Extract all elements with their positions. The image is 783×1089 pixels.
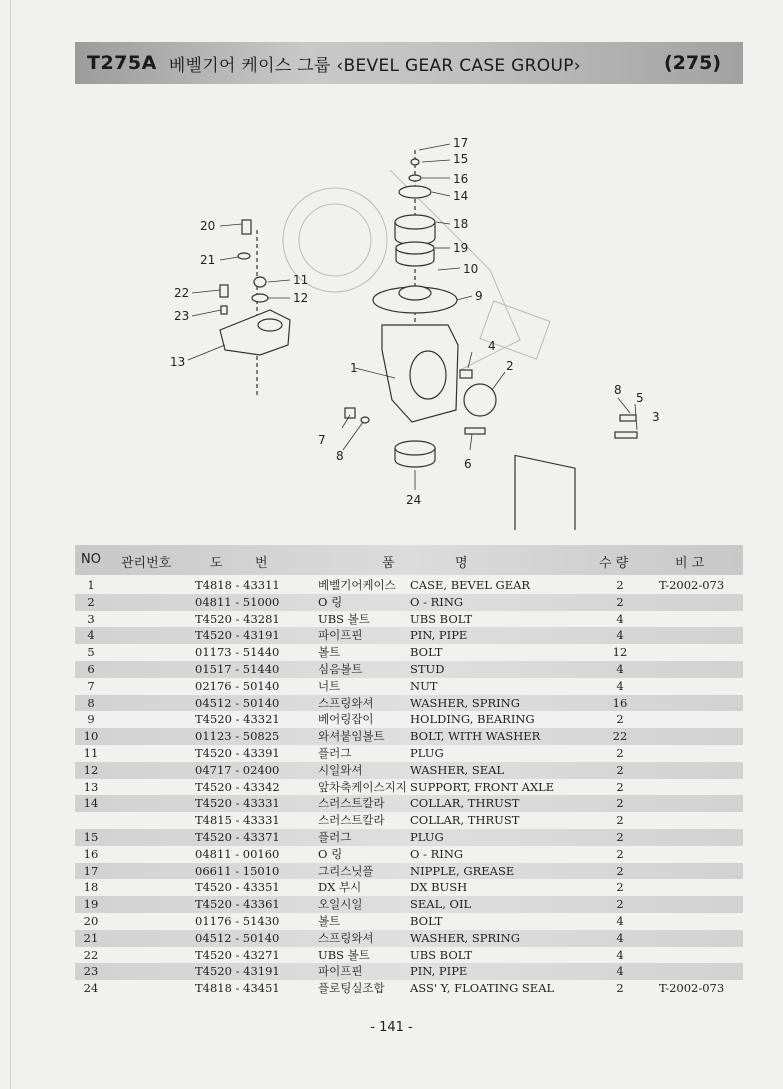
table-row xyxy=(75,812,743,829)
cell-eng: NIPPLE, GREASE xyxy=(410,863,515,878)
cell-rem: T-2002-073 xyxy=(659,578,725,592)
table-row xyxy=(75,846,743,863)
cell-qty: 2 xyxy=(616,863,624,878)
callout-5: 5 xyxy=(636,391,644,405)
table-row xyxy=(75,879,743,896)
page-edge xyxy=(10,0,11,1089)
cell-eng: UBS BOLT xyxy=(410,611,473,626)
col-do: 도 xyxy=(210,556,223,571)
cell-part: 04717 - 02400 xyxy=(195,762,280,777)
cell-eng: BOLT xyxy=(410,913,443,928)
cell-rem: T-2002-073 xyxy=(659,981,725,996)
col-mgmt-no: 관리번호 xyxy=(121,556,172,571)
cell-kor: 스프링와셔 xyxy=(318,695,374,710)
cell-eng: O - RING xyxy=(410,594,464,609)
cell-no: 7 xyxy=(87,678,95,693)
cell-part: T4520 - 43351 xyxy=(195,880,280,895)
cell-kor: 볼트 xyxy=(318,645,341,660)
callout-6: 6 xyxy=(464,457,472,471)
cell-no: 22 xyxy=(83,947,99,962)
col-no: NO xyxy=(81,552,101,567)
cell-no: 24 xyxy=(83,981,99,996)
cell-kor: 파이프핀 xyxy=(318,628,363,643)
cell-kor: 플러그 xyxy=(318,829,352,844)
table-row xyxy=(75,577,743,594)
cell-eng: SEAL, OIL xyxy=(410,897,472,912)
cell-kor: 플러그 xyxy=(318,745,352,760)
table-row xyxy=(75,913,743,930)
cell-no: 21 xyxy=(83,930,99,945)
callout-20: 20 xyxy=(200,219,216,233)
cell-part: T4818 - 43451 xyxy=(195,981,280,996)
table-row xyxy=(75,863,743,880)
cell-kor: O 링 xyxy=(318,594,343,609)
cell-part: 06611 - 15010 xyxy=(195,863,280,878)
section-code: T275A xyxy=(87,52,157,74)
cell-part: T4520 - 43331 xyxy=(195,796,280,811)
callout-8-left: 8 xyxy=(336,449,344,463)
table-row xyxy=(75,779,743,796)
cell-no: 18 xyxy=(83,880,99,895)
callout-3: 3 xyxy=(652,410,660,424)
cell-eng: HOLDING, BEARING xyxy=(410,712,535,727)
cell-eng: COLLAR, THRUST xyxy=(410,813,520,828)
cell-qty: 2 xyxy=(616,745,624,760)
table-row xyxy=(75,980,743,997)
callout-17: 17 xyxy=(453,136,469,150)
table-row xyxy=(75,947,743,964)
cell-no: 1 xyxy=(87,578,95,592)
callout-9: 9 xyxy=(475,289,483,303)
cell-qty: 2 xyxy=(616,897,624,912)
cell-qty: 12 xyxy=(612,645,628,660)
cell-eng: BOLT, WITH WASHER xyxy=(410,729,541,744)
cell-kor: 시일와셔 xyxy=(318,762,363,777)
cell-qty: 2 xyxy=(616,762,624,777)
table-row xyxy=(75,711,743,728)
cell-part: T4520 - 43361 xyxy=(195,897,280,912)
cell-part: T4520 - 43271 xyxy=(195,947,280,962)
cell-part: 04811 - 00160 xyxy=(195,846,280,861)
callout-22: 22 xyxy=(174,286,190,300)
callout-23: 23 xyxy=(174,309,190,323)
cell-eng: PLUG xyxy=(410,745,444,760)
cell-eng: UBS BOLT xyxy=(410,947,473,962)
cell-no: 14 xyxy=(83,796,99,811)
callout-16: 16 xyxy=(453,172,469,186)
cell-kor: 볼트 xyxy=(318,913,341,928)
callout-7: 7 xyxy=(318,433,326,447)
col-pum: 품 xyxy=(382,556,395,571)
cell-qty: 2 xyxy=(616,846,624,861)
callout-10: 10 xyxy=(463,262,479,276)
table-row xyxy=(75,829,743,846)
cell-eng: PIN, PIPE xyxy=(410,964,468,979)
callout-1: 1 xyxy=(350,361,358,375)
cell-kor: 너트 xyxy=(318,678,341,693)
cell-qty: 4 xyxy=(616,628,624,643)
cell-qty: 16 xyxy=(612,695,628,710)
section-title: 베벨기어 케이스 그룹 ‹BEVEL GEAR CASE GROUP› xyxy=(168,55,581,76)
col-qty: 수 량 xyxy=(599,556,629,571)
cell-no: 5 xyxy=(87,645,95,660)
table-row xyxy=(75,896,743,913)
page-header xyxy=(75,42,743,84)
cell-part: 02176 - 50140 xyxy=(195,678,280,693)
cell-kor: 베벨기어케이스 xyxy=(318,578,396,592)
cell-eng: CASE, BEVEL GEAR xyxy=(410,578,531,592)
cell-kor: 오일시일 xyxy=(318,897,363,912)
page-number: - 141 - xyxy=(370,1020,413,1035)
cell-kor: O 링 xyxy=(318,846,343,861)
cell-kor: DX 부시 xyxy=(318,880,362,895)
cell-eng: ASS' Y, FLOATING SEAL xyxy=(410,981,555,996)
cell-no: 15 xyxy=(83,829,99,844)
cell-qty: 2 xyxy=(616,880,624,895)
col-remarks: 비 고 xyxy=(675,556,705,571)
cell-qty: 2 xyxy=(616,594,624,609)
table-row xyxy=(75,930,743,947)
cell-no: 19 xyxy=(83,897,99,912)
cell-part: 04512 - 50140 xyxy=(195,930,280,945)
cell-kor: 앞차축케이스지지 xyxy=(318,779,407,794)
cell-kor: 파이프핀 xyxy=(318,964,363,979)
cell-part: 01517 - 51440 xyxy=(195,661,280,676)
cell-qty: 2 xyxy=(616,981,624,996)
table-row xyxy=(75,695,743,712)
cell-part: 04512 - 50140 xyxy=(195,695,280,710)
cell-kor: 베어링잡이 xyxy=(318,712,374,727)
cell-no: 2 xyxy=(87,594,95,609)
callout-15: 15 xyxy=(453,152,469,166)
section-page-ref: (275) xyxy=(663,52,721,74)
cell-no: 13 xyxy=(83,779,99,794)
callout-12: 12 xyxy=(293,291,309,305)
cell-eng: BOLT xyxy=(410,645,443,660)
cell-part: T4818 - 43311 xyxy=(195,578,280,592)
cell-no: 20 xyxy=(83,913,99,928)
cell-kor: UBS 볼트 xyxy=(318,611,370,626)
cell-part: T4520 - 43391 xyxy=(195,745,280,760)
table-row xyxy=(75,627,743,644)
cell-eng: DX BUSH xyxy=(410,880,468,895)
cell-part: 04811 - 51000 xyxy=(195,594,280,609)
cell-eng: NUT xyxy=(410,678,438,693)
cell-part: T4815 - 43331 xyxy=(195,813,280,828)
callout-13: 13 xyxy=(170,355,186,369)
cell-part: 01176 - 51430 xyxy=(195,913,280,928)
parts-drawing xyxy=(220,150,637,530)
cell-no: 12 xyxy=(83,762,99,777)
cell-no: 8 xyxy=(87,695,95,710)
cell-no: 3 xyxy=(87,611,95,626)
callout-8-right: 8 xyxy=(614,383,622,397)
table-row xyxy=(75,644,743,661)
cell-qty: 2 xyxy=(616,796,624,811)
cell-kor: UBS 볼트 xyxy=(318,947,370,962)
cell-no: 6 xyxy=(87,661,95,676)
cell-kor: 그리스닛플 xyxy=(318,863,374,878)
cell-eng: WASHER, SPRING xyxy=(410,930,520,945)
cell-qty: 4 xyxy=(616,661,624,676)
cell-qty: 4 xyxy=(616,678,624,693)
cell-qty: 22 xyxy=(612,729,628,744)
cell-part: 01123 - 50825 xyxy=(195,729,280,744)
cell-no: 11 xyxy=(83,745,99,760)
cell-eng: WASHER, SEAL xyxy=(410,762,505,777)
cell-qty: 4 xyxy=(616,947,624,962)
exploded-parts-diagram xyxy=(160,110,680,530)
cell-part: T4520 - 43342 xyxy=(195,779,280,794)
table-row xyxy=(75,611,743,628)
table-row xyxy=(75,661,743,678)
cell-qty: 4 xyxy=(616,930,624,945)
cell-eng: SUPPORT, FRONT AXLE xyxy=(410,779,555,794)
callout-14: 14 xyxy=(453,189,469,203)
col-myeong: 명 xyxy=(455,556,468,571)
callout-4: 4 xyxy=(488,339,496,353)
cell-part: T4520 - 43321 xyxy=(195,712,280,727)
table-row xyxy=(75,795,743,812)
cell-no: 4 xyxy=(87,628,95,643)
cell-qty: 2 xyxy=(616,712,624,727)
cell-eng: O - RING xyxy=(410,846,464,861)
table-row xyxy=(75,745,743,762)
table-row xyxy=(75,728,743,745)
cell-eng: PIN, PIPE xyxy=(410,628,468,643)
cell-kor: 스러스트칼라 xyxy=(318,796,385,811)
table-row xyxy=(75,594,743,611)
callout-21: 21 xyxy=(200,253,216,267)
cell-part: 01173 - 51440 xyxy=(195,645,280,660)
cell-qty: 2 xyxy=(616,779,624,794)
cell-part: T4520 - 43371 xyxy=(195,829,280,844)
cell-qty: 2 xyxy=(616,813,624,828)
cell-qty: 4 xyxy=(616,611,624,626)
cell-kor: 스러스트칼라 xyxy=(318,813,385,828)
callout-11: 11 xyxy=(293,273,309,287)
cell-no: 17 xyxy=(83,863,99,878)
cell-part: T4520 - 43191 xyxy=(195,628,280,643)
cell-qty: 4 xyxy=(616,964,624,979)
cell-eng: WASHER, SPRING xyxy=(410,695,520,710)
cell-no: 16 xyxy=(83,846,99,861)
cell-part: T4520 - 43191 xyxy=(195,964,280,979)
cell-qty: 2 xyxy=(616,578,624,592)
cell-qty: 4 xyxy=(616,913,624,928)
callout-18: 18 xyxy=(453,217,469,231)
cell-qty: 2 xyxy=(616,829,624,844)
cell-kor: 와셔붙임볼트 xyxy=(318,729,385,744)
cell-no: 23 xyxy=(83,964,99,979)
callout-19: 19 xyxy=(453,241,469,255)
table-row xyxy=(75,678,743,695)
cell-kor: 심음볼트 xyxy=(318,661,363,676)
callout-24: 24 xyxy=(406,493,422,507)
table-row xyxy=(75,762,743,779)
cell-eng: COLLAR, THRUST xyxy=(410,796,520,811)
cell-kor: 스프링와셔 xyxy=(318,930,374,945)
cell-kor: 플로팅실조합 xyxy=(318,981,385,996)
cell-no: 9 xyxy=(87,712,95,727)
cell-part: T4520 - 43281 xyxy=(195,611,280,626)
table-row xyxy=(75,963,743,980)
parts-table-body xyxy=(75,577,743,997)
col-beon: 번 xyxy=(255,556,268,571)
cell-eng: PLUG xyxy=(410,829,444,844)
cell-eng: STUD xyxy=(410,661,445,676)
parts-table-header xyxy=(75,545,743,575)
callout-2: 2 xyxy=(506,359,514,373)
cell-no: 10 xyxy=(83,729,99,744)
